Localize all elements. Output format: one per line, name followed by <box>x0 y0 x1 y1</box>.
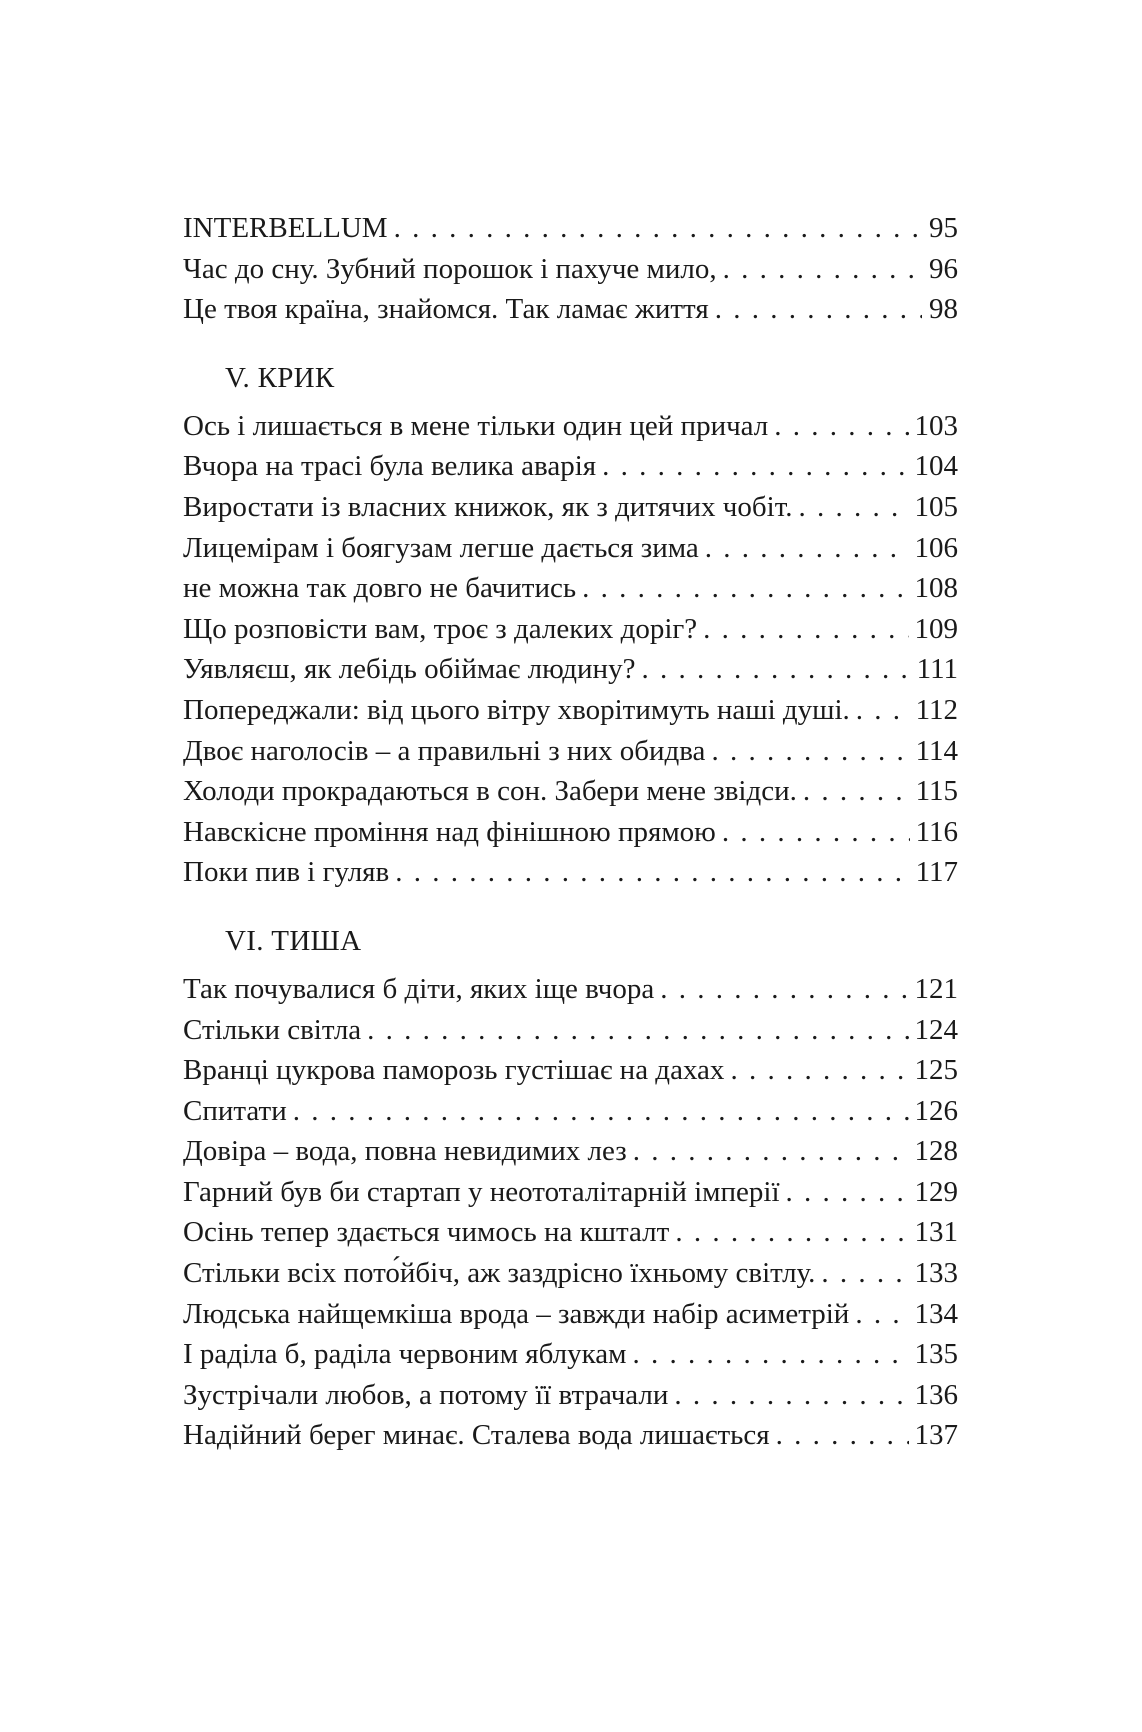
section-heading: V. КРИК <box>225 361 335 394</box>
toc-entry-page: 103 <box>914 409 958 442</box>
toc-entry-page: 131 <box>914 1216 958 1249</box>
toc-entry-page: 133 <box>914 1257 958 1290</box>
toc-entry <box>183 1131 958 1172</box>
dot-leader <box>774 406 908 447</box>
toc-entry-title: Так почувалися б діти, яких іще вчора <box>183 972 655 1005</box>
toc-entry <box>183 731 958 772</box>
dot-leader <box>367 1010 908 1051</box>
toc-entry-title: Довіра – вода, повна невидимих лез <box>183 1135 627 1168</box>
toc-entry-page: 126 <box>914 1094 958 1127</box>
dot-leader <box>633 1334 909 1375</box>
toc-entry-title: Гарний був би стартап у неототалітарній імперії <box>183 1175 780 1208</box>
toc-entry-title: Надійний берег минає. Сталева вода лишається <box>183 1419 770 1452</box>
dot-leader <box>798 487 908 528</box>
toc-entry <box>183 1050 958 1091</box>
toc-entry-title: Що розповісти вам, троє з далеких доріг? <box>183 612 698 645</box>
dot-leader <box>856 690 910 731</box>
toc-entry-title: Навскісне проміння над фінішною прямою <box>183 815 716 848</box>
toc-entry-page: 105 <box>914 490 958 523</box>
dot-leader <box>821 1253 908 1294</box>
toc-entry <box>183 406 958 447</box>
toc-entry-page: 106 <box>914 531 958 564</box>
dot-leader <box>855 1294 908 1335</box>
toc-entry <box>183 1253 958 1294</box>
toc-entry-title: не можна так довго не бачитись <box>183 572 577 605</box>
toc-entry-title: Виростати із власних книжок, як з дитячих чобіт. <box>183 490 793 523</box>
dot-leader <box>602 446 908 487</box>
toc-entry <box>183 1091 958 1132</box>
table-of-contents <box>183 208 958 1456</box>
dot-leader <box>711 731 909 772</box>
toc-entry-page: 96 <box>929 252 958 285</box>
toc-entry-title: Вчора на трасі була велика аварія <box>183 450 597 483</box>
toc-entry-page: 115 <box>915 775 958 808</box>
toc-entry <box>183 1415 958 1456</box>
toc-entry-page: 137 <box>914 1419 958 1452</box>
toc-entry <box>183 568 958 609</box>
toc-entry-title: Поки пив і гуляв <box>183 856 390 889</box>
dot-leader <box>723 249 922 290</box>
toc-entry-page: 108 <box>914 572 958 605</box>
toc-entry <box>183 528 958 569</box>
toc-entry-page: 124 <box>914 1013 958 1046</box>
dot-leader <box>786 1172 909 1213</box>
toc-entry-page: 136 <box>914 1378 958 1411</box>
toc-entry <box>183 1212 958 1253</box>
toc-entry-title: Вранці цукрова паморозь густішає на дахах <box>183 1054 725 1087</box>
toc-entry-page: 125 <box>914 1054 958 1087</box>
dot-leader <box>675 1212 908 1253</box>
dot-leader <box>730 1050 908 1091</box>
toc-entry-title: Лицемірам і боягузам легше дається зима <box>183 531 699 564</box>
toc-entry-title: Зустрічали любов, а потому її втрачали <box>183 1378 669 1411</box>
toc-entry <box>183 812 958 853</box>
toc-group-interbellum <box>183 208 958 330</box>
toc-entry <box>183 487 958 528</box>
toc-entry-title: І раділа б, раділа червоним яблукам <box>183 1338 627 1371</box>
toc-entry <box>183 609 958 650</box>
dot-leader <box>776 1415 909 1456</box>
dot-leader <box>703 609 908 650</box>
toc-entry-page: 128 <box>914 1135 958 1168</box>
toc-entry-page: 95 <box>929 212 958 244</box>
dot-leader <box>293 1091 909 1132</box>
toc-entry-title: Час до сну. Зубний порошок і пахуче мило, <box>183 252 717 285</box>
dot-leader <box>803 771 910 812</box>
toc-entry <box>183 771 958 812</box>
toc-entry-title: Ось і лишається в мене тільки один цей причал <box>183 409 769 442</box>
dot-leader <box>633 1131 909 1172</box>
dot-leader <box>394 208 922 249</box>
toc-entry <box>183 446 958 487</box>
toc-entry-title: Попереджали: від цього вітру хворітимуть наші душі. <box>183 693 850 726</box>
toc-entry-title: Це твоя країна, знайомся. Так ламає життя <box>183 293 709 326</box>
toc-entry-page: 129 <box>914 1175 958 1208</box>
toc-entry-title: INTERBELLUM <box>183 212 388 244</box>
toc-entry <box>183 649 958 690</box>
toc-entry-title: Стільки світла <box>183 1013 362 1046</box>
toc-group-tysha <box>183 921 958 1456</box>
toc-entry <box>183 289 958 330</box>
toc-entry-page: 116 <box>915 815 958 848</box>
toc-group-kryk <box>183 358 958 893</box>
toc-entry <box>183 852 958 893</box>
dot-leader <box>722 812 910 853</box>
dot-leader <box>641 649 910 690</box>
dot-leader <box>705 528 909 569</box>
toc-entry <box>183 1172 958 1213</box>
toc-entry-page: 109 <box>914 612 958 645</box>
toc-entry-title: Холоди прокрадаються в сон. Забери мене звідси. <box>183 775 797 808</box>
toc-entry-page: 112 <box>915 693 958 726</box>
toc-entry <box>183 208 958 249</box>
toc-entry-page: 98 <box>929 293 958 326</box>
toc-entry <box>183 249 958 290</box>
toc-entry-title: Осінь тепер здається чимось на кшталт <box>183 1216 670 1249</box>
toc-entry <box>183 1294 958 1335</box>
dot-leader <box>674 1375 908 1416</box>
toc-entry <box>183 1334 958 1375</box>
dot-leader <box>660 969 908 1010</box>
toc-entry-title: Людська найщемкіша врода – завжди набір асиметрій <box>183 1297 850 1330</box>
toc-entry-title: Спитати <box>183 1094 287 1127</box>
toc-entry-title: Двоє наголосів – а правильні з них обидва <box>183 734 706 767</box>
toc-entry <box>183 969 958 1010</box>
toc-entry <box>183 1375 958 1416</box>
toc-entry-title: Стільки всіх пото́йбіч, аж заздрісно їхньому світлу. <box>183 1257 816 1290</box>
dot-leader <box>582 568 908 609</box>
dot-leader <box>395 852 909 893</box>
toc-entry-page: 104 <box>914 450 958 483</box>
toc-entry-title: Уявляєш, як лебідь обіймає людину? <box>183 653 636 686</box>
toc-entry <box>183 690 958 731</box>
toc-entry-page: 114 <box>915 734 958 767</box>
toc-entry-page: 111 <box>916 653 958 686</box>
section-heading: VI. ТИША <box>225 924 362 957</box>
toc-entry-page: 117 <box>915 856 958 889</box>
toc-entry <box>183 1010 958 1051</box>
dot-leader <box>715 289 922 330</box>
toc-entry-page: 134 <box>914 1297 958 1330</box>
toc-entry-page: 121 <box>914 972 958 1005</box>
toc-entry-page: 135 <box>914 1338 958 1371</box>
